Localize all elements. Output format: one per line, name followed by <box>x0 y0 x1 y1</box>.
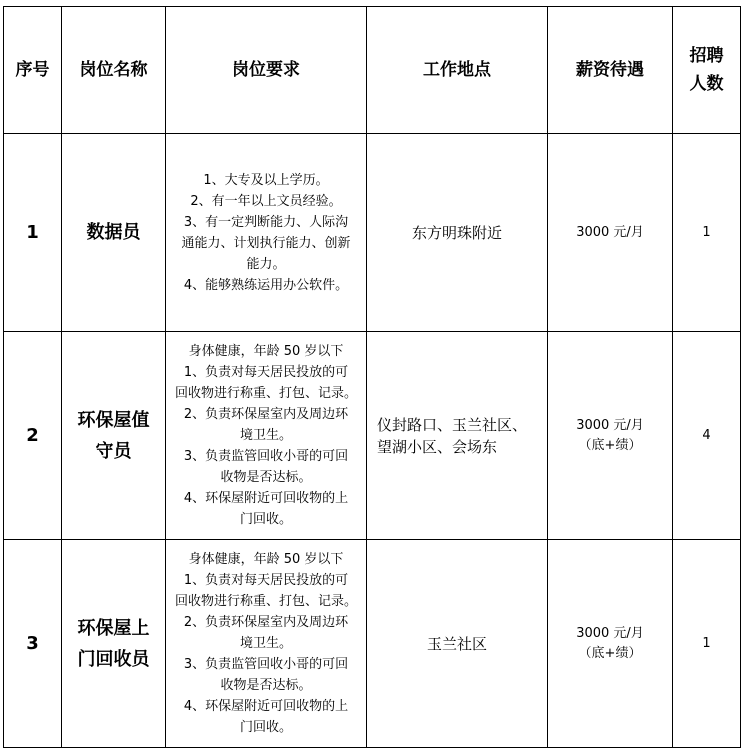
requirement-line: 2、有一年以上文员经验。 <box>190 193 342 209</box>
header-location: 工作地点 <box>367 7 548 134</box>
row-seq: 3 <box>4 540 62 748</box>
requirement-line: 3、负责监管回收小哥的可回 <box>183 449 349 464</box>
header-count <box>673 7 741 134</box>
title-line: 门回收员 <box>77 648 150 670</box>
header-seq: 序号 <box>4 7 62 134</box>
requirement-line: 4、环保屋附近可回收物的上 <box>183 491 349 506</box>
header-title: 岗位名称 <box>62 7 166 134</box>
requirement-line: 2、负责环保屋室内及周边环 <box>183 615 349 630</box>
row-salary <box>548 134 673 332</box>
requirement-line: 回收物进行称重、打包、记录。 <box>174 386 357 401</box>
requirement-line: 4、能够熟练运用办公软件。 <box>183 277 349 293</box>
row-count: 1 <box>673 134 741 332</box>
table-row <box>4 540 741 748</box>
table-row <box>4 134 741 332</box>
requirement-line: 收物是否达标。 <box>220 470 312 485</box>
title-line: 环保屋上 <box>77 617 150 639</box>
requirement-line: 通能力、计划执行能力、创新 <box>181 235 351 251</box>
row-location <box>367 332 548 540</box>
requirement-line: 3、有一定判断能力、人际沟 <box>183 214 349 230</box>
header-count-line1: 招聘 <box>689 46 724 66</box>
row-seq: 2 <box>4 332 62 540</box>
requirement-line: 门回收。 <box>239 512 292 527</box>
title-line: 守员 <box>95 440 132 462</box>
header-count-line2: 人数 <box>689 74 724 94</box>
salary-amount: 3000 元/月 <box>576 224 644 240</box>
row-requirements <box>166 540 367 748</box>
row-salary <box>548 540 673 748</box>
row-salary <box>548 332 673 540</box>
header-salary: 薪资待遇 <box>548 7 673 134</box>
requirement-line: 1、负责对每天居民投放的可 <box>183 573 349 588</box>
location-line: 仪封路口、玉兰社区、 <box>377 415 528 434</box>
location-line: 望湖小区、会场东 <box>377 437 498 456</box>
header-row <box>4 7 741 134</box>
table-row <box>4 332 741 540</box>
row-requirements <box>166 134 367 332</box>
requirement-line: 能力。 <box>246 256 286 272</box>
requirement-line: 身体健康，年龄 50 岁以下 <box>188 552 344 567</box>
requirement-line: 门回收。 <box>239 720 292 735</box>
requirement-line: 收物是否达标。 <box>220 678 312 693</box>
requirement-line: 3、负责监管回收小哥的可回 <box>183 657 349 672</box>
salary-note: （底+绩） <box>578 645 642 661</box>
salary-amount: 3000 元/月 <box>576 417 644 433</box>
requirement-line: 境卫生。 <box>239 636 292 651</box>
row-seq: 1 <box>4 134 62 332</box>
requirement-line: 1、大专及以上学历。 <box>203 172 329 188</box>
requirement-line: 境卫生。 <box>239 428 292 443</box>
requirement-line: 回收物进行称重、打包、记录。 <box>174 594 357 609</box>
requirement-line: 1、负责对每天居民投放的可 <box>183 365 349 380</box>
job-table <box>3 6 741 748</box>
row-title <box>62 540 166 748</box>
requirement-line: 身体健康，年龄 50 岁以下 <box>188 344 344 359</box>
title-line: 环保屋值 <box>77 409 150 431</box>
row-title <box>62 332 166 540</box>
row-title: 数据员 <box>62 134 166 332</box>
salary-amount: 3000 元/月 <box>576 625 644 641</box>
header-requirements: 岗位要求 <box>166 7 367 134</box>
requirement-line: 4、环保屋附近可回收物的上 <box>183 699 349 714</box>
row-location: 玉兰社区 <box>367 540 548 748</box>
requirement-line: 2、负责环保屋室内及周边环 <box>183 407 349 422</box>
row-location: 东方明珠附近 <box>367 134 548 332</box>
row-count: 4 <box>673 332 741 540</box>
row-requirements <box>166 332 367 540</box>
salary-note: （底+绩） <box>578 437 642 453</box>
row-count: 1 <box>673 540 741 748</box>
